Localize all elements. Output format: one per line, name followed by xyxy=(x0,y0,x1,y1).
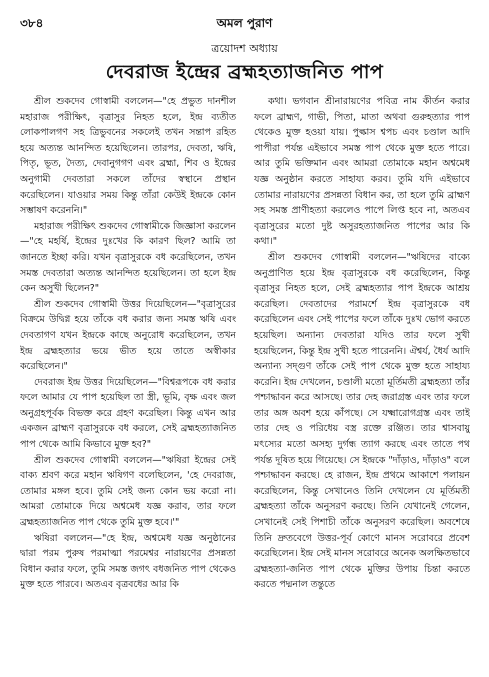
text-column-right xyxy=(254,94,470,669)
text-column-left xyxy=(20,94,236,669)
paragraph: মহারাজ পরীক্ষিৎ শুকদেব গোস্বামীকে জিজ্ঞাসা করলেন—"হে মহর্ষি, ইন্দ্রের দুঃখের কি কারণ ছিল? আমি তা জানতে ইচ্ছা করি। যখন বৃত্রাসুরকে বধ করেছিলেন, তখন সমস্ত দেবতারা অত্যন্ত আনন্দিত হয়েছিলেন। তা হলে ইন্দ্র কেন অসুখী ছিলেন?" xyxy=(20,220,236,295)
page-number: ৩৮৪ xyxy=(20,16,44,30)
paragraph: শ্রীল শুকদেব গোস্বামী উত্তর দিয়েছিলেন—"বৃত্রাসুরের বিক্রমে উদ্বিগ্ন হয়ে তাঁকে বধ করার জন্য সমস্ত ঋষি এবং দেবতাগণ যখন ইন্দ্রকে কাছে অনুরোধ করেছিলেন, তখন ইন্দ্র ব্রহ্মহত্যার ভয়ে ভীত হয়ে তাতে অস্বীকার করেছিলেন।" xyxy=(20,298,236,373)
paragraph: শ্রীল শুকদেব গোস্বামী বললেন—"ঋষিদের বাক্যে অনুপ্রাণিত হয়ে ইন্দ্র বৃত্রাসুরকে বধ করেছিলেন, কিন্তু বৃত্রাসুর নিহত হলে, সেই ব্রহ্মহত্যার পাপ ইন্দ্রকে আশ্রয় করেছিল। দেবতাদের পরামর্শে ইন্দ্র বৃত্রাসুরকে বধ করেছিলেন এবং সেই পাপের ফলে তাঁকে দুঃখ ভোগ করতে হয়েছিল। অন্যান্য দেবতারা যদিও তার ফলে সুখী হয়েছিলেন, কিন্তু ইন্দ্র সুখী হতে পারেননি। ঐশ্বর্য, ধৈর্য আদি অন্যান্য সদ্গুণ তাঁকে সেই পাপ থেকে মুক্ত হতে সাহায্য করেনি। ইন্দ্র দেখলেন, চণ্ডালী মতো মূর্তিমতী ব্রহ্মহত্যা তাঁর পশ্চাদ্ধাবন করে আসছে। তার দেহ জরাগ্রস্ত এবং তার ফলে তার অঙ্গ অবশ হয়ে কাঁপছে। সে যক্ষ্মারোগগ্রস্ত এবং তাই তার দেহ ও পরিধেয় বস্ত্র রক্তে রঞ্জিত। তার শ্বাসবায়ু মৎস্যের মতো অসহ্য দুর্গন্ধ ত্যাগ করছে এবং তাতে পথ পর্যন্ত দূষিত হয়ে গিয়েছে। সে ইন্দ্রকে "দাঁড়াও, দাঁড়াও" বলে পশ্চাদ্ধাবন করছে। হে রাজন, ইন্দ্র প্রথমে আকাশে পলায়ন করেছিলেন, কিন্তু সেখানেও তিনি দেখলেন যে মূর্তিমতী ব্রহ্মহত্যা তাঁকে অনুসরণ করছে। তিনি যেখানেই গেলেন, সেখানেই সেই পিশাচী তাঁকে অনুসরণ করেছিল। অবশেষে তিনি দ্রুতবেগে উত্তর-পূর্ব কোণে মানস সরোবরে প্রবেশ করেছিলেন। ইন্দ্র সেই মানস সরোবরে অনেক অলক্ষিতভাবে ব্রহ্মহত্যা-জনিত পাপ থেকে মুক্তির উপায় চিন্তা করতে করতে পদ্মনাল তন্তুতে xyxy=(254,251,470,591)
running-head: অমল পুরাণ xyxy=(216,16,273,30)
paragraph: কথা। ভগবান শ্রীনারায়ণের পবিত্র নাম কীর্তন করার ফলে ব্রাহ্মণ, গাভী, পিতা, মাতা অথবা গুরুহত্যার পাপ থেকেও মুক্ত হওয়া যায়। পুল্কাস শ্বপচ এবং চণ্ডাল আদি পাপীরা পর্যন্ত এইভাবে সমস্ত পাপ থেকে মুক্ত হতে পারে। আর তুমি ভক্তিমান এবং আমরা তোমাকে মহান অশ্বমেধ যজ্ঞ অনুষ্ঠান করতে সাহায্য করব। তুমি যদি এইভাবে তোমার নারায়ণের প্রসন্নতা বিধান কর, তা হলে তুমি ব্রাহ্মণ সহ সমস্ত প্রাণীহত্যা করলেও পাপে লিপ্ত হবে না, অতএব বৃত্রাসুরের মতো দুষ্ট অসুরহত্যাজনিত পাপের আর কি কথা।" xyxy=(254,96,470,248)
paragraph: শ্রীল শুকদেব গোস্বামী বললেন—"ঋষিরা ইন্দ্রের সেই বাক্য শ্রবণ করে মহান ঋষিগণ বলেছিলেন, 'হে দেবরাজ, তোমার মঙ্গল হবে। তুমি সেই জন্য কোন ভয় করো না। আমরা তোমাকে দিয়ে অশ্বমেধ যজ্ঞ করাব, তার ফলে ব্রহ্মহত্যাজনিত পাপ থেকে তুমি মুক্ত হবে।'" xyxy=(20,454,236,529)
paragraph: দেবরাজ ইন্দ্র উত্তর দিয়েছিলেন—"বিশ্বরূপকে বধ করার ফলে আমার যে পাপ হয়েছিল তা স্ত্রী, ভূমি, বৃক্ষ এবং জল অনুগ্রহপূর্বক বিভক্ত করে গ্রহণ করেছিল। কিন্তু এখন আর একজন ব্রাহ্মণ বৃত্রাসুরকে বধ করলে, সেই ব্রহ্মহত্যাজনিত পাপ থেকে আমি কিভাবে মুক্ত হব?" xyxy=(20,376,236,451)
paragraph: ঋষিরা বললেন—"হে ইন্দ্র, অশ্বমেধ যজ্ঞ অনুষ্ঠানের দ্বারা পরম পুরুষ পরমাত্মা পরমেশ্বর নারায়ণের প্রসন্নতা বিধান করার ফলে, তুমি সমস্ত জগৎ বধজনিত পাপ থেকেও মুক্ত হতে পারবে। অতএব বৃত্রবধের আর কি xyxy=(20,532,236,591)
page-header xyxy=(20,14,469,32)
chapter-label: ত্রয়োদশ অধ্যায় xyxy=(211,42,278,55)
chapter-title: দেবরাজ ইন্দ্রের ব্রহ্মহত্যাজনিত পাপ xyxy=(105,61,384,83)
paragraph: শ্রীল শুকদেব গোস্বামী বললেন—"হে প্রভুত দানশীল মহারাজ পরীক্ষিৎ, বৃত্রাসুর নিহত হলে, ইন্দ্র ব্যতীত লোকপালগণ সহ ত্রিভুবনের সকলেই তখন সন্তাপ রহিত হয়ে অত্যন্ত আনন্দিত হয়েছিলেন। তারপর, দেবতা, ঋষি, পিতৃ, ভূত, দৈত্য, দেবানুগগণ এবং ব্রহ্মা, শিব ও ইন্দ্রের অনুগামী দেবতারা সকলে তাঁদের স্বস্থানে প্রস্থান করেছিলেন। যাওয়ার সময় কিন্তু তাঁরা কেউই ইন্দ্রকে কোন সম্ভাষণ করেননি।" xyxy=(20,96,236,217)
